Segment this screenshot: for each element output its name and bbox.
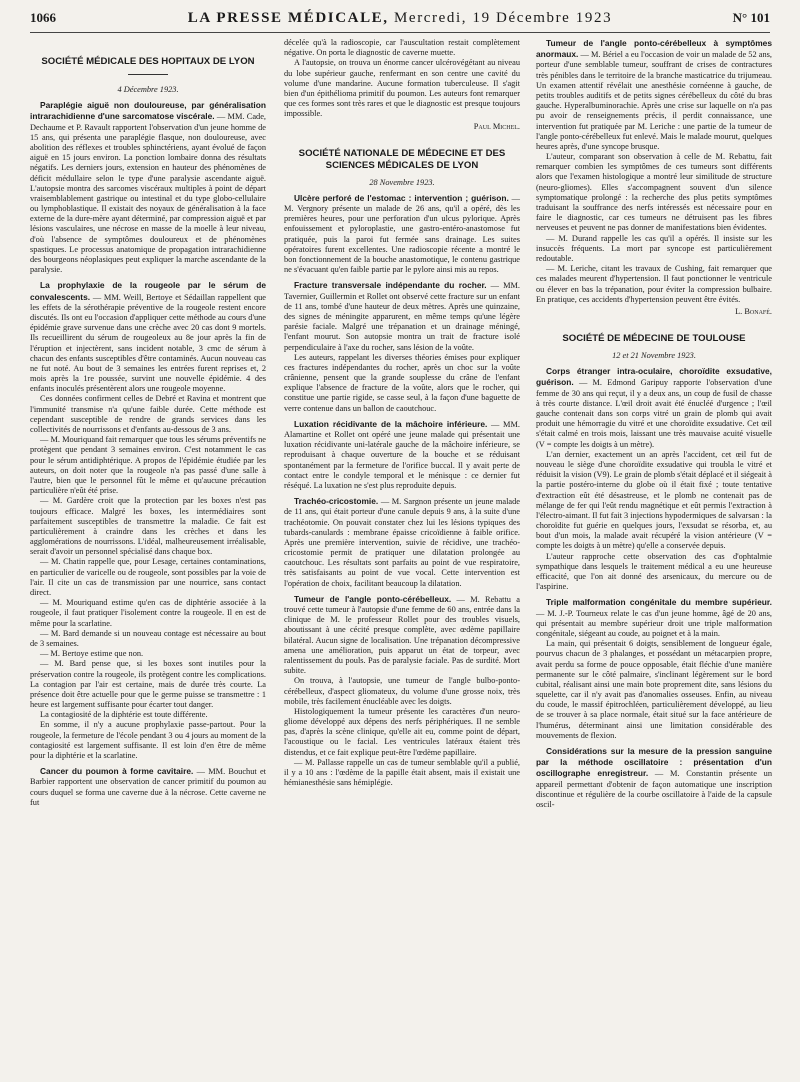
section-heading: SOCIÉTÉ DE MÉDECINE DE TOULOUSE — [562, 333, 746, 345]
issue-number: N° 101 — [732, 10, 770, 25]
section-divider — [128, 74, 168, 75]
article-paragraph: On trouva, à l'autopsie, une tumeur de l'angle bulbo-ponto-cérébelleux, d'aspect gliomateux, du volume d'une grosse noix, très mobile, très facilement énucléable avec les doigts. — [284, 676, 520, 706]
article-paragraph: A l'autopsie, on trouva un énorme cancer ulcérovégétant au niveau du lobe supérieur gauche, renfermant en son centre une cavité du volume d'une mandarine. Aucune formation tuberculeuse. Il s'agit bien d'un épithélioma primitif du poumon. Les auteurs font remarquer que ces formes sont très rares et que le diagnostic est presque toujours impossible. — [284, 58, 520, 119]
article-paragraph: — M. Mouriquand fait remarquer que tous les sérums préventifs ne protègent que pendant 3 semaines environ. C'est notamment le cas pour le sérum antidiphtérique. A propos de l'épidémie étudiée par les auteurs, on doit noter que la rougeole n'a pas passé d'une salle à l'autre, bien que le personnel fût le même et qu'aucune précaution particulière n'eût été prise. — [30, 435, 266, 496]
section-date: 28 Novembre 1923. — [369, 177, 435, 187]
article-title: Triple malformation congénitale du membre supérieur. — [546, 597, 772, 608]
article-paragraph: L'auteur, comparant son observation à celle de M. Rebattu, fait remarquer combien les symptômes de ces tumeurs sont différents alors que l'examen histologique a montré leur similitude de structure (neuro-gliomes). Elles s'accompagnent souvent d'un silence symptomatique prolongé : la recherche des plus petits symptômes traduisant la souffrance des nerfs intéressés est nécessaire pour en faire le diagnostic, car ces tumeurs ne détruisent pas les fibres nerveuses et peuvent ne pas donner de manifestations bien évidentes. — [536, 152, 772, 233]
article-paragraph: — M. Gardère croit que la protection par les boxes n'est pas toujours efficace. Malgré les boxes, les intermédiaires sont parfaitement susceptibles de transmettre la maladie. Ce fait est particulièrement à craindre dans les crèches et dans les agglomérations de nourrissons. L'idéal, malheureusement irréalisable, serait d'avoir un personnel spécialisé dans chaque box. — [30, 496, 266, 557]
article-title: Paraplégie aiguë non douloureuse, par généralisation intrarachidienne d'une sarcomatose viscérale. — [30, 100, 266, 122]
article-paragraph: L'auteur rapproche cette observation des cas d'ophtalmie sympathique dans lesquels le traitement médical a eu une heureuse efficacité, que l'on ait donné des arsenicaux, du mercure ou de l'aspirine. — [536, 551, 772, 592]
author-signature: L. Bonafé. — [735, 306, 772, 316]
article-text: — M. Sargnon présente un jeune malade de 11 ans, qui était porteur d'une canule depuis 9 ans, à la suite d'une trachéotomie. On pouvait constater chez lui les lésions typiques des tubards-canulards : membrane épaisse cricoïdienne à faible orifice. Après une première intervention, suivie de récidive, une trachéo-cricostomie permit de pratiquer une dilatation prolongée au caoutchouc. Les résultats sont parfaits au point de vue respiratoire, très satisfaisants au point de vue vocal. Cette intervention est l'opération de choix, facilitant beaucoup la dilatation. — [284, 497, 520, 588]
article-text: — M. Vergnory présente un malade de 26 ans, qu'il a opéré, dès les premières heures, pour une perforation d'un ulcus pylorique. Après enfouissement et pyloroplastie, une gastro-entéro-anastomose fut pratiquée, puis la paroi fut fermée sans drainage. Les suites opératoires furent excellentes. Une radioscopie récente a montré le bon fonctionnement de la bouche anastomotique, le contenu gastrique ne s'évacuant qu'en faible partie par le pylore ainsi mis au repos. — [284, 193, 520, 275]
article-title: Tumeur de l'angle ponto-cérébelleux. — [294, 593, 452, 604]
article-text: — MM. Cade, Dechaume et P. Ravault rapportent l'observation d'un jeune homme de 15 ans, qui présenta une paraplégie flasque, non douloureuse, avec abolition des réflexes et troubles sphinctériens, ayant évolué de façon aiguë en 15 jours environ. La ponction lombaire donna des résultats négatifs. Les derniers jours, extension en hauteur des phénomènes de déficit médullaire selon le type d'une paralysie ascendante aiguë. L'autopsie montra des sarcomes viscéraux multiples à point de départ vraisemblablement gastrique ou intestinal et du type globo-cellulaire ou lymphoblastique. Il existait des noyaux de généralisation à la face externe de la dure-mère ayant déterminé, par compression aiguë et par lésions vasculaires, une nécrose en masse de la moelle à leur niveau, d'où l'absence de symptômes douloureux et de phénomènes spastiques. Le processus anatomique de propagation intrarachidienne des bourgeons néoplasiques peut expliquer la marche ascendante de la paralysie. — [30, 112, 267, 275]
section-date: 12 et 21 Novembre 1923. — [612, 351, 696, 361]
article-title: Cancer du poumon à forme cavitaire. — [40, 766, 194, 777]
article-text: — MM. Weill, Bertoye et Sédaillan rappellent que les effets de la sérothérapie préventive de la rougeole restent encore discutés. Ils ont eu l'occasion d'appliquer cette méthode au cours d'une épidémie grave survenue dans une crèche avec 20 cas dont 9 mortels. Ils recueillirent du sérum de rougeoleux au 8e jour après la fin de l'éruption et injectèrent, sans incident notable, 3 cmc de sérum à chacun des enfants susceptibles d'être contaminés. Aucun nouveau cas ne fut noté. Au bout de 3 semaines les entrées furent reprises et, 2 mois après la 1re poussée, survint une nouvelle épidémie. 4 des enfants inoculés présentèrent alors une rougeole moyenne. — [30, 292, 266, 394]
article-text: — MM. Bouchut et Barbier rapportent une observation de cancer primitif du poumon au cours duquel se forma une caverne due à la nécrose. Cette caverne ne fut — [30, 767, 266, 807]
section-heading: SOCIÉTÉ NATIONALE DE MÉDECINE ET DES SCIENCES MÉDICALES DE LYON — [298, 147, 506, 171]
header-rule — [30, 32, 770, 33]
article-text: — MM. Alamartine et Rollet ont opéré une jeune malade qui présentait une luxation récidivante uni-latérale gauche de la mâchoire inférieure, se reproduisant à chaque ouverture de la bouche et se réduisant spontanément par la fermeture de l'orifice buccal. Il y avait perte de contact entre le condyle temporal et le ménisque : ce dernier fut réséqué. La luxation ne s'est plus reproduite depuis. — [284, 419, 520, 490]
column-middle — [284, 38, 520, 788]
article-paragraph: — M. Bard demande si un nouveau contage est nécessaire au bout de 3 semaines. — [30, 628, 266, 648]
article-title: Fracture transversale indépendante du rocher. — [294, 280, 487, 291]
article — [536, 597, 772, 741]
article — [284, 419, 520, 491]
article-paragraph: Les auteurs, rappelant les diverses théories émises pour expliquer ces fractures indépendantes du rocher, après un choc sur la voûte crânienne, pensent que la grande souplesse du crâne de l'enfant explique l'absence de fracture de la voûte, alors que le rocher, qui constitue une partie rigide, se casse seul, à la façon d'une baguette de verre contenue dans un ballon de caoutchouc. — [284, 352, 520, 413]
article — [284, 594, 520, 789]
issue-date: Mercredi, 19 Décembre 1923 — [394, 10, 613, 26]
article-paragraph: Histologiquement la tumeur présente les caractères d'un neuro-gliome développé aux dépens des nerfs périphériques. Il ne semble pas, d'après la scène clinique, qu'elle ait eu, comme point de départ, l'acoustique ou le facial. Les ventricules latéraux étaient très distendus, et ce fait explique peut-être l'œdème papillaire. — [284, 706, 520, 757]
article-paragraph: — M. Durand rappelle les cas qu'il a opérés. Il insiste sur les insuccès fréquents. La mort par syncope est particulièrement redoutable. — [536, 233, 772, 263]
article-text: — M. J.-P. Tourneux relate le cas d'un jeune homme, âgé de 20 ans, qui présentait au membre supérieur droit une triple malformation congénitale, siégeant au coude, au poignet et à la main. — [536, 608, 772, 638]
article-text: — MM. Tavernier, Guillermin et Rollet ont observé cette fracture sur un enfant de 11 ans, tombé d'une hauteur de deux mètres. Après une quinzaine, des signes de méningite apparurent, en même temps qu'une légère parésie faciale. Malgré une trépanation et un drainage méningé, l'enfant mourut. Son autopsie montra un trait de fracture isolé perpendiculaire à l'axe du rocher, sans lésion de la voûte. — [284, 281, 520, 352]
column-right — [536, 38, 772, 810]
article — [284, 496, 520, 589]
article — [284, 280, 520, 413]
article-text: — M. Constantin présente un appareil permettant d'obtenir de façon automatique une inscription discontinue et régulière de la courbe oscillatoire à l'aide de la capsule oscil- — [536, 769, 772, 809]
column-left — [30, 38, 266, 808]
article-text: — M. Bériel a eu l'occasion de voir un malade de 52 ans, porteur d'une semblable tumeur, souffrant de crises de contractures très pénibles dans le territoire de la branche masticatrice du trijumeau. Un examen attentif révélait une anesthésie cornéenne à gauche, de petits troubles auditifs et de petits signes cérébelleux du côté du bras gauche. Hyperalbuminorachie. Après une crise sur laquelle on n'a pas pu avoir de renseignements précis, il perdit connaissance, une intervention fut pratiquée par M. Leriche : une partie de la tumeur de l'angle ponto-cérébelleux fut enlevé. Mais le malade mourut, quelques heures après, d'une syncope brusque. — [536, 50, 772, 151]
article-text: — M. Edmond Garipuy rapporte l'observation d'une femme de 30 ans qui reçut, il y a deux ans, un coup de fusil de chasse à très courte distance. L'œil droit avait été énucléé d'urgence ; l'œil gauche contenait dans son corps vitré un grain de plomb qui avait produit une hémorragie du vitré et une choroïdite exsudative. Cet œil s'était calmé en trois mois, laissant une très mauvaise acuité visuelle (V = compte les doigts à un mètre). — [536, 378, 773, 449]
page-header — [30, 10, 770, 32]
article-paragraph: — M. Pallasse rappelle un cas de tumeur semblable qu'il a publié, il y a 10 ans : l'œdème de la papille était absent, mais il existait une hémianesthésie sans hémiplégie. — [284, 757, 520, 788]
section-date: 4 Décembre 1923. — [117, 85, 179, 94]
article — [30, 766, 266, 808]
article-title: Ulcère perforé de l'estomac : intervention ; guérison. — [294, 192, 509, 203]
article-paragraph: décelée qu'à la radioscopie, car l'auscultation restait complètement négative. On porta le diagnostic de caverne muette. — [284, 38, 520, 58]
article-title: La prophylaxie de la rougeole par le sérum de convalescents. — [30, 280, 266, 302]
article — [536, 746, 772, 810]
article-paragraph: — M. Mouriquand estime qu'en cas de diphtérie associée à la rougeole, il faut pratiquer l'isolement contre la rougeole. Il en est de même pour la scarlatine. — [30, 598, 266, 628]
article-paragraph: — M. Leriche, citant les travaux de Cushing, fait remarquer que ces malades meurent d'hypertension. Il faut ponctionner le ventricule ou élever en bas la trépanation, pour éviter la compression bulbaire. En pratique, ces accidents d'hypertension peuvent être évités. — [536, 264, 772, 304]
article — [284, 193, 520, 276]
article-paragraph: — M. Bertoye estime que non. — [40, 649, 144, 659]
article-title: Trachéo-cricostomie. — [294, 496, 379, 507]
journal-name: LA PRESSE MÉDICALE, — [187, 10, 389, 26]
article-paragraph: Ces données confirment celles de Debré et Ravina et montrent que l'immunité transmise n'a qu'une faible durée. Cette méthode est cependant susceptible de rendre de grands services dans les collectivités de nourrissons et d'enfants au-dessous de 3 ans. — [30, 394, 266, 434]
article-paragraph: — M. Chatin rappelle que, pour Lesage, certaines contaminations, en particulier de varicelle ou de rougeole, sont possibles par la voie de l'air. Il cite un cas de transmission par une nourrice, sans contact direct. — [30, 557, 266, 597]
article-paragraph: L'an dernier, exactement un an après l'accident, cet œil fut de nouveau le siège d'une choroïdite exsudative qui troubla le vitré et réduisit la vision (V9). Le grain de plomb s'était déplacé et il siégeait à la partie postéro-interne du globe où il était fixé ; toute tentative d'extraction eût été désastreuse, et le plomb ne contenait pas de mélange de fer qui l'eût rendu magnétique et eût permis l'extraction à l'électro-aimant. Il fut fait 3 injections hypodermiques de salvarsan : la choroïdite fut guérie en quelques jours, l'exsudat se résorba, et, au bout d'un mois, la malade avait récupéré la vision antérieure (V = compte les doigts à un mètre) qu'elle a conservée depuis. — [536, 449, 772, 551]
article-title: Considérations sur la mesure de la pression sanguine par la méthode oscillatoire : présentation d'un oscillographe enregistreur. — [536, 746, 772, 779]
author-signature: Paul Michel. — [473, 121, 520, 131]
article — [30, 100, 266, 275]
article-title: Tumeur de l'angle ponto-cérébelleux à symptômes anormaux. — [536, 38, 772, 60]
article-text: — M. Rebattu a trouvé cette tumeur à l'autopsie d'une femme de 60 ans, entrée dans la clinique de M. le professeur Rollet pour des troubles visuels, aboutissant à une cécité presque complète, avec œdème papillaire bilatéral. Aucun signe de localisation. Une trépanation décompressive amena une amélioration, puis apparut un état de torpeur, avec ralentissement du pouls. Pas de paralysie faciale. Pas de surdité. Mort subite. — [284, 594, 520, 676]
article-paragraph: La contagiosité de la diphtérie est toute différente. — [40, 710, 208, 720]
page-number: 1066 — [30, 10, 56, 25]
article-title: Luxation récidivante de la mâchoire inférieure. — [294, 418, 488, 429]
article-title: Corps étranger intra-oculaire, choroïdite exsudative, guérison. — [536, 366, 772, 388]
article-paragraph: En somme, il n'y a aucune prophylaxie passe-partout. Pour la rougeole, la fermeture de l'école pendant 3 ou 4 jours au moment de la contagiosité est largement suffisante. Il est loin d'en être de même pour la diphtérie et la scarlatine. — [30, 720, 266, 760]
article — [536, 38, 772, 317]
article-paragraph: La main, qui présentait 6 doigts, sensiblement de longueur égale, pourvus chacun de 3 phalanges, et possédant un métacarpien propre, avait perdu sa forme de pouce opposable, était fléchie d'une manière permanente sur le côté palmaire, s'inclinant légèrement sur le bord cubital, réalisant ainsi une main bote proprement dite, sans lésions du squelette, car il n'y avait pas d'anomalies osseuses. Enfin, au niveau du coude, le massif épitrochléen, particulièrement développé, au lieu de se trouver à sa place normale, était situé sur la face antérieure de l'humérus, déterminant ainsi une limitation considérable des mouvements de flexion. — [536, 639, 772, 740]
article — [30, 280, 266, 761]
article — [536, 366, 772, 592]
section-heading: SOCIÉTÉ MÉDICALE DES HOPITAUX DE LYON — [41, 56, 255, 67]
article-paragraph: — M. Bard pense que, si les boxes sont inutiles pour la préservation contre la rougeole, ils protègent contre les complications. La contagion par l'air est certaine, mais de durée très courte. La présence doit être actuelle pour que le germe puisse se transmettre : 1 heure est largement suffisante pour écarter tout danger. — [30, 659, 266, 710]
journal-title — [188, 10, 612, 27]
